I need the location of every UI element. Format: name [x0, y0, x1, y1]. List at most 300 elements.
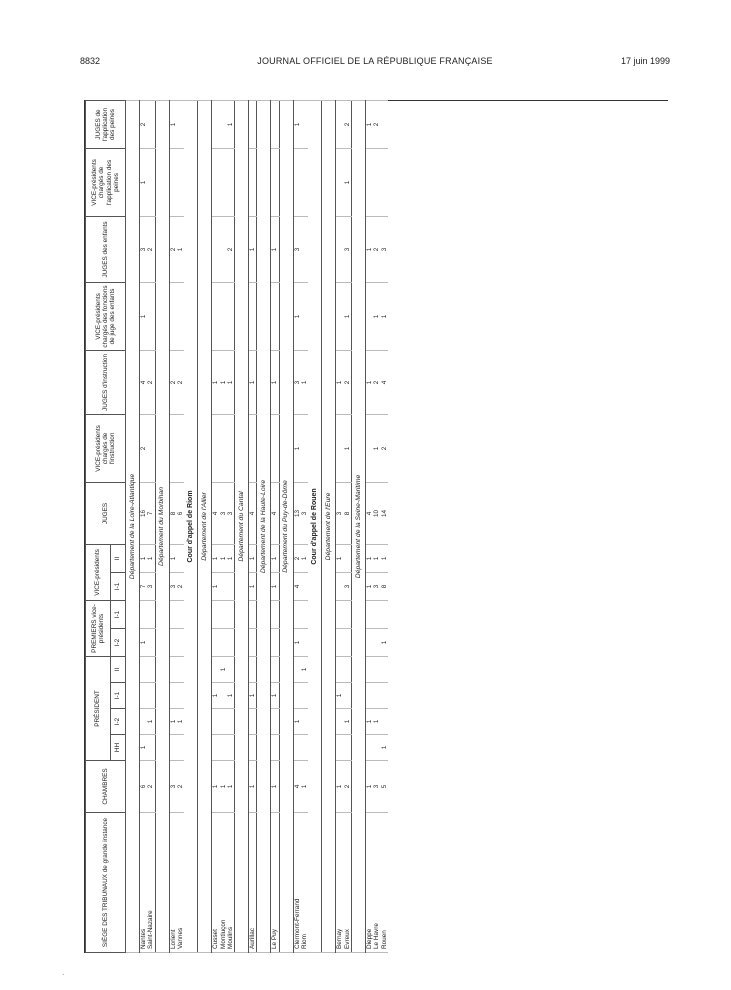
table-cell: 1	[177, 709, 184, 735]
table-cell: 14	[380, 482, 387, 544]
table-cell: 1	[249, 216, 257, 282]
table-cell	[271, 735, 279, 761]
table-cell	[140, 683, 148, 709]
department-row	[126, 100, 140, 952]
col-header-juges: JUGES	[86, 482, 126, 544]
table-cell	[212, 100, 220, 148]
table-cell	[336, 656, 344, 682]
table-cell	[249, 600, 257, 628]
table-cell	[344, 628, 352, 656]
table-row	[212, 100, 220, 952]
table-cell	[373, 628, 380, 656]
table-cell	[169, 600, 177, 628]
table-cell: 1	[365, 216, 373, 282]
table-cell: 1	[380, 544, 387, 572]
table-cell	[227, 572, 235, 600]
table-cell	[336, 572, 344, 600]
table-cell	[147, 735, 155, 761]
table-row	[271, 100, 279, 952]
col-header-chambres: CHAMBRES	[86, 761, 126, 813]
table-cell	[212, 656, 220, 682]
court-label: Cour d'appel de Rouen	[308, 100, 322, 952]
table-cell: 1	[227, 683, 235, 709]
table-cell	[177, 600, 184, 628]
tribunal-name	[212, 813, 220, 953]
table-cell: 1	[219, 350, 226, 414]
table-cell: 2	[344, 761, 352, 813]
table-cell: 3	[344, 216, 352, 282]
table-cell	[249, 414, 257, 482]
table-cell	[365, 735, 373, 761]
table-cell	[212, 414, 220, 482]
table-cell: 3	[293, 350, 301, 414]
table-cell	[380, 148, 387, 216]
table-cell: 2	[227, 216, 235, 282]
table-cell	[271, 100, 279, 148]
table-cell: 2	[169, 216, 177, 282]
table-cell: 1	[380, 282, 387, 350]
table-cell: 16	[140, 482, 148, 544]
table-cell: 13	[293, 482, 301, 544]
department-label: Département de la Haute-Loire	[257, 100, 271, 952]
department-label: Département de l'Allier	[198, 100, 212, 952]
table-cell	[147, 656, 155, 682]
table-cell: 8	[169, 482, 177, 544]
sub-header-vp-ii: II	[111, 544, 126, 572]
table-cell: 2	[140, 414, 148, 482]
table-cell	[227, 600, 235, 628]
page-number: 8832	[80, 56, 101, 66]
table-cell: 3	[373, 572, 380, 600]
table-cell: 7	[140, 572, 148, 600]
table-cell: 1	[365, 544, 373, 572]
table-cell: 1	[301, 761, 308, 813]
col-header-vp-application: VICE-présidents chargés de l'application des peines	[86, 148, 126, 216]
court-row	[184, 100, 198, 952]
table-cell: 1	[344, 414, 352, 482]
table-cell	[301, 683, 308, 709]
table-cell	[271, 709, 279, 735]
table-cell: 2	[147, 350, 155, 414]
col-header-siege: SIÈGE DES TRIBUNAUX de grande instance	[86, 813, 126, 953]
table-row	[301, 100, 308, 952]
table-cell	[344, 656, 352, 682]
table-cell: 1	[380, 735, 387, 761]
table-cell: 2	[169, 350, 177, 414]
table-cell: 1	[373, 544, 380, 572]
table-cell: 1	[344, 282, 352, 350]
col-header-juges-instruction: JUGES d'instruction	[86, 350, 126, 414]
table-cell	[177, 628, 184, 656]
table-cell	[219, 572, 226, 600]
rotated-table-container	[85, 101, 668, 953]
table-cell: 1	[212, 572, 220, 600]
table-cell: 1	[147, 544, 155, 572]
table-cell	[365, 148, 373, 216]
department-label: Département de la Loire-Atlantique	[126, 100, 140, 952]
table-cell: 4	[212, 482, 220, 544]
table-cell	[380, 656, 387, 682]
table-cell: 3	[380, 216, 387, 282]
table-cell: 1	[336, 544, 344, 572]
table-cell: 2	[147, 761, 155, 813]
table-cell	[147, 100, 155, 148]
table-cell: 1	[301, 544, 308, 572]
table-cell: 2	[373, 100, 380, 148]
table-cell: 1	[140, 735, 148, 761]
table-cell	[212, 709, 220, 735]
table-cell: 1	[344, 709, 352, 735]
table-cell: 1	[140, 544, 148, 572]
scan-mark: .	[62, 968, 65, 977]
department-row	[198, 100, 212, 952]
table-cell	[169, 148, 177, 216]
table-cell: 8	[380, 572, 387, 600]
tribunal-name-text: Evreux	[343, 929, 351, 949]
table-cell: 1	[219, 761, 226, 813]
tribunal-name	[365, 813, 373, 953]
table-cell	[219, 216, 226, 282]
table-row	[219, 100, 226, 952]
table-cell: 3	[344, 572, 352, 600]
sub-header-premiers-vp-i1: I-1	[111, 600, 126, 628]
col-header-premiers-vp: PREMIERS vice-présidents	[86, 600, 111, 656]
table-cell: 3	[301, 482, 308, 544]
table-cell: 2	[380, 414, 387, 482]
table-cell: 1	[271, 683, 279, 709]
table-cell	[271, 600, 279, 628]
col-header-vp: VICE-présidents	[86, 544, 111, 600]
table-cell: 2	[140, 100, 148, 148]
department-row	[257, 100, 271, 952]
table-cell: 1	[271, 572, 279, 600]
table-cell	[212, 628, 220, 656]
tribunal-name	[140, 813, 148, 953]
department-label: Département de l'Eure	[322, 100, 336, 952]
department-label: Département de la Seine-Maritime	[351, 100, 365, 952]
table-cell: 4	[293, 761, 301, 813]
table-cell	[293, 600, 301, 628]
table-cell	[301, 735, 308, 761]
table-cell	[293, 656, 301, 682]
table-cell	[344, 683, 352, 709]
table-cell	[373, 600, 380, 628]
page-header	[80, 56, 670, 70]
table-cell: 1	[365, 572, 373, 600]
table-cell	[219, 600, 226, 628]
table-cell	[177, 683, 184, 709]
table-cell: 2	[373, 350, 380, 414]
table-cell: 4	[140, 350, 148, 414]
table-cell: 1	[271, 761, 279, 813]
tribunal-name-text: Le Havre	[373, 923, 381, 949]
table-cell: 2	[344, 350, 352, 414]
table-cell	[219, 100, 226, 148]
col-header-president: PRÉSIDENT	[86, 656, 111, 760]
table-cell	[169, 282, 177, 350]
table-cell	[177, 100, 184, 148]
table-cell	[227, 148, 235, 216]
table-cell: 1	[140, 282, 148, 350]
table-cell	[249, 148, 257, 216]
table-cell	[140, 600, 148, 628]
sub-header-vp-i1: I-1	[111, 572, 126, 600]
table-cell: 1	[169, 544, 177, 572]
table-cell: 2	[177, 761, 184, 813]
table-cell: 1	[212, 761, 220, 813]
table-cell	[380, 709, 387, 735]
table-cell	[147, 414, 155, 482]
table-cell: 8	[344, 482, 352, 544]
table-cell: 2	[373, 216, 380, 282]
table-cell: 3	[373, 761, 380, 813]
table-row	[293, 100, 301, 952]
table-cell	[249, 100, 257, 148]
table-cell: 1	[271, 216, 279, 282]
table-cell: 1	[249, 683, 257, 709]
table-cell: 1	[365, 350, 373, 414]
table-cell: 1	[365, 761, 373, 813]
table-cell: 1	[147, 709, 155, 735]
table-cell	[177, 148, 184, 216]
table-cell	[227, 282, 235, 350]
department-row	[351, 100, 365, 952]
table-cell: 1	[380, 628, 387, 656]
table-cell	[219, 414, 226, 482]
table-cell: 1	[169, 709, 177, 735]
tribunal-name-text: Le Puy	[271, 929, 279, 949]
sub-header-president-i1: I-1	[111, 683, 126, 709]
tribunal-name-text: Moulins	[226, 926, 234, 949]
tribunal-name	[301, 813, 308, 953]
table-cell: 1	[365, 709, 373, 735]
table-cell: 3	[227, 482, 235, 544]
table-cell	[147, 148, 155, 216]
table-cell: 1	[271, 544, 279, 572]
table-row	[373, 100, 380, 952]
tribunal-name	[177, 813, 184, 953]
table-cell	[380, 600, 387, 628]
department-label: Département du Puy-de-Dôme	[279, 100, 293, 952]
col-header-juges-application: JUGES de l'application des peines	[86, 100, 126, 148]
table-cell	[344, 544, 352, 572]
table-cell	[227, 709, 235, 735]
tribunal-name	[249, 813, 257, 953]
table-cell: 10	[373, 482, 380, 544]
table-cell	[169, 735, 177, 761]
table-cell	[301, 572, 308, 600]
table-cell: 1	[227, 544, 235, 572]
table-cell	[301, 600, 308, 628]
table-cell	[249, 735, 257, 761]
table-cell	[271, 628, 279, 656]
table-cell	[212, 735, 220, 761]
table-cell: 6	[140, 761, 148, 813]
table-body	[126, 100, 388, 952]
sub-header-president-hh: HH	[111, 735, 126, 761]
table-cell	[147, 600, 155, 628]
table-cell	[293, 148, 301, 216]
tribunal-name-text: Vannes	[176, 927, 184, 949]
table-cell	[219, 683, 226, 709]
sub-header-premiers-vp-i2: I-2	[111, 628, 126, 656]
tribunal-name-text: Clermont-Ferrand	[293, 898, 301, 949]
table-cell: 3	[169, 761, 177, 813]
tribunal-name-text: Bernay	[336, 928, 344, 949]
tribunal-name	[336, 813, 344, 953]
table-cell	[293, 683, 301, 709]
department-row	[322, 100, 336, 952]
table-cell: 2	[177, 350, 184, 414]
table-cell	[301, 216, 308, 282]
table-cell: 1	[169, 100, 177, 148]
table-cell	[249, 282, 257, 350]
table-cell: 3	[147, 572, 155, 600]
table-cell: 1	[271, 350, 279, 414]
table-cell: 1	[365, 100, 373, 148]
tribunal-name	[293, 813, 301, 953]
tribunal-name-text: Lorient	[169, 929, 177, 949]
table-cell	[271, 414, 279, 482]
table-cell: 1	[140, 628, 148, 656]
table-cell	[227, 628, 235, 656]
table-cell: 2	[344, 100, 352, 148]
table-cell	[336, 628, 344, 656]
table-cell	[147, 683, 155, 709]
table-cell: 1	[177, 216, 184, 282]
table-cell: 1	[336, 350, 344, 414]
table-cell: 1	[212, 683, 220, 709]
table-cell	[380, 683, 387, 709]
table-cell	[177, 656, 184, 682]
table-row	[249, 100, 257, 952]
table-cell	[140, 656, 148, 682]
table-cell: 1	[249, 572, 257, 600]
table-cell	[177, 282, 184, 350]
table-frame	[84, 100, 668, 953]
table-cell: 1	[301, 350, 308, 414]
table-cell: 1	[293, 100, 301, 148]
tribunals-table	[85, 100, 388, 953]
tribunal-name	[169, 813, 177, 953]
table-cell: 1	[227, 100, 235, 148]
table-cell	[365, 683, 373, 709]
table-cell	[293, 735, 301, 761]
table-cell	[365, 600, 373, 628]
table-row	[169, 100, 177, 952]
table-cell: 7	[147, 482, 155, 544]
tribunal-name-text: Riom	[301, 934, 309, 949]
tribunal-name	[147, 813, 155, 953]
department-row	[279, 100, 293, 952]
table-cell	[336, 414, 344, 482]
table-cell: 4	[380, 350, 387, 414]
department-row	[155, 100, 169, 952]
table-cell	[301, 100, 308, 148]
table-row	[177, 100, 184, 952]
table-cell	[219, 735, 226, 761]
tribunal-name-text: Saint-Nazaire	[147, 910, 155, 949]
table-cell: 1	[212, 544, 220, 572]
table-cell: 3	[336, 482, 344, 544]
tribunal-name-text: Rouen	[380, 930, 388, 949]
table-cell: 1	[140, 148, 148, 216]
table-cell	[344, 600, 352, 628]
table-cell	[336, 709, 344, 735]
table-cell: 1	[219, 544, 226, 572]
table-cell	[147, 282, 155, 350]
table-cell	[227, 656, 235, 682]
tribunal-name-text: Aurillac	[249, 928, 257, 949]
table-cell	[212, 148, 220, 216]
table-cell: 1	[249, 761, 257, 813]
table-cell: 1	[293, 628, 301, 656]
department-row	[235, 100, 249, 952]
court-label: Cour d'appel de Riom	[184, 100, 198, 952]
col-header-vp-enfants: VICE-présidents chargés des fonctions de juge des enfants	[86, 282, 126, 350]
court-row	[308, 100, 322, 952]
table-cell	[336, 600, 344, 628]
table-cell: 1	[219, 656, 226, 682]
table-row	[147, 100, 155, 952]
tribunal-name	[380, 813, 387, 953]
table-cell	[169, 414, 177, 482]
table-cell: 4	[249, 482, 257, 544]
department-label: Département du Cantal	[235, 100, 249, 952]
tribunal-name-text: Dieppe	[365, 928, 373, 949]
table-cell: 2	[147, 216, 155, 282]
table-row	[380, 100, 387, 952]
table-cell	[373, 683, 380, 709]
table-cell: 3	[293, 216, 301, 282]
table-row	[336, 100, 344, 952]
table-cell: 1	[249, 350, 257, 414]
table-cell	[301, 282, 308, 350]
department-label: Département du Morbihan	[155, 100, 169, 952]
table-cell: 1	[293, 282, 301, 350]
table-cell	[365, 656, 373, 682]
table-cell: 4	[271, 482, 279, 544]
table-cell: 1	[344, 148, 352, 216]
table-cell: 6	[177, 482, 184, 544]
table-cell	[169, 683, 177, 709]
publication-date: 17 juin 1999	[620, 56, 670, 66]
table-cell	[177, 735, 184, 761]
table-cell: 1	[212, 350, 220, 414]
table-cell	[336, 282, 344, 350]
table-cell	[380, 100, 387, 148]
table-cell: 1	[301, 656, 308, 682]
table-cell	[249, 628, 257, 656]
table-cell: 3	[140, 216, 148, 282]
table-cell: 2	[177, 572, 184, 600]
table-cell: 2	[293, 544, 301, 572]
tribunal-name	[271, 813, 279, 953]
table-cell	[344, 735, 352, 761]
table-cell	[373, 656, 380, 682]
table-cell: 1	[249, 544, 257, 572]
table-cell	[336, 100, 344, 148]
table-cell	[169, 656, 177, 682]
table-cell	[271, 148, 279, 216]
table-cell	[212, 282, 220, 350]
tribunal-name-text: Montluçon	[219, 919, 227, 949]
table-cell: 1	[373, 414, 380, 482]
table-cell	[227, 735, 235, 761]
tribunal-name	[373, 813, 380, 953]
table-cell	[219, 709, 226, 735]
table-cell	[336, 148, 344, 216]
